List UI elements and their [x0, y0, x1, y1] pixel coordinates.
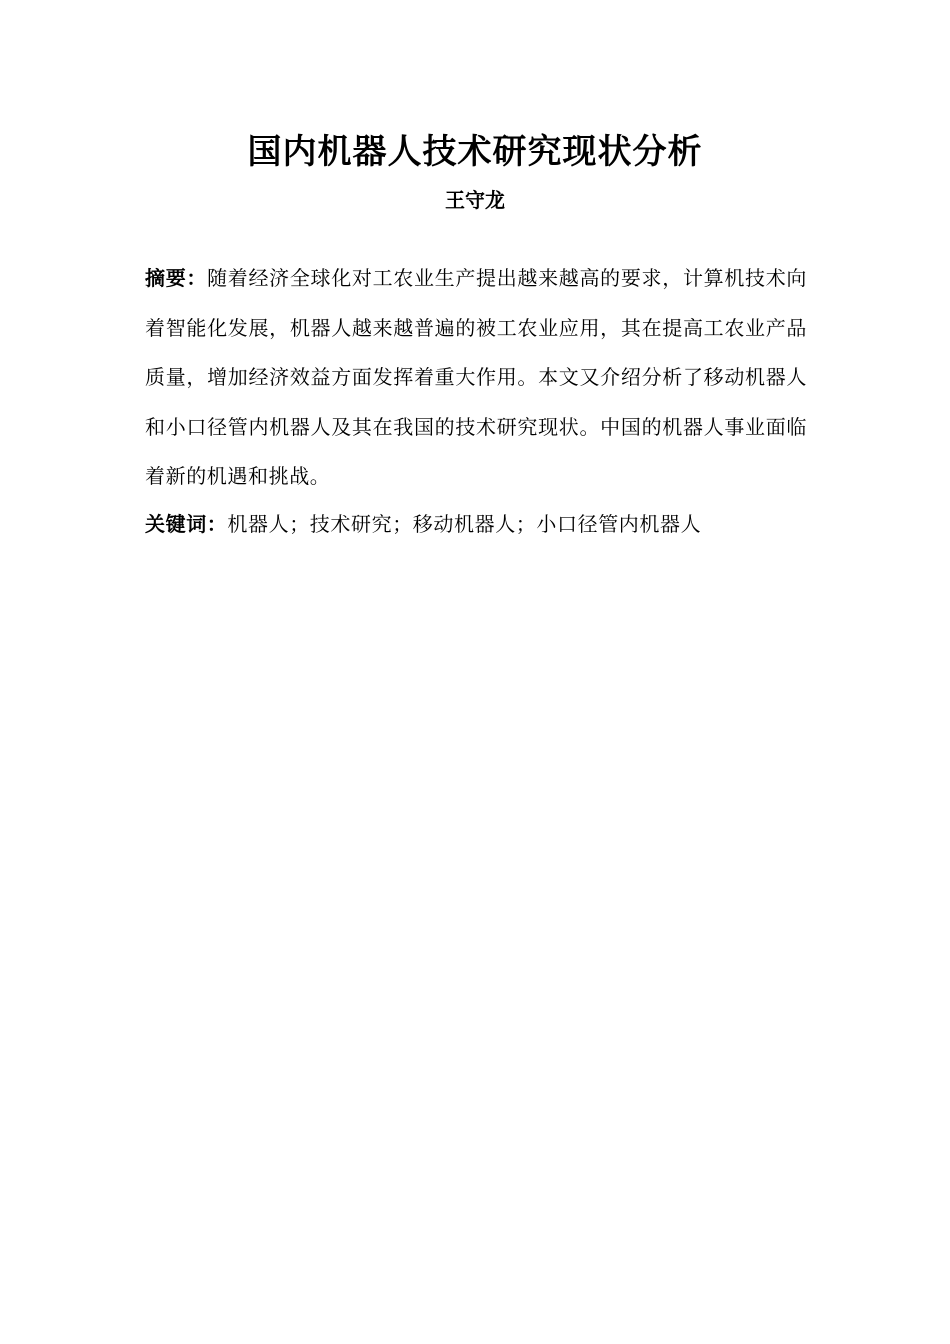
keywords-text: 机器人；技术研究；移动机器人；小口径管内机器人	[227, 512, 702, 536]
keywords-line	[145, 500, 807, 548]
abstract-text: 随着经济全球化对工农业生产提出越来越高的要求，计算机技术向着智能化发展，机器人越来越普遍的被工农业应用，其在提高工农业产品质量，增加经济效益方面发挥着重大作用。本文又介绍分析了移动机器人和小口径管内机器人及其在我国的技术研究现状。中国的机器人事业面临着新的机遇和挑战。	[145, 266, 807, 488]
paper-author: 王守龙	[445, 188, 505, 212]
abstract-paragraph	[145, 254, 807, 502]
paper-title: 国内机器人技术研究现状分析	[247, 132, 703, 172]
keywords-label: 关键词：	[145, 512, 228, 536]
abstract-label: 摘要：	[145, 266, 208, 290]
